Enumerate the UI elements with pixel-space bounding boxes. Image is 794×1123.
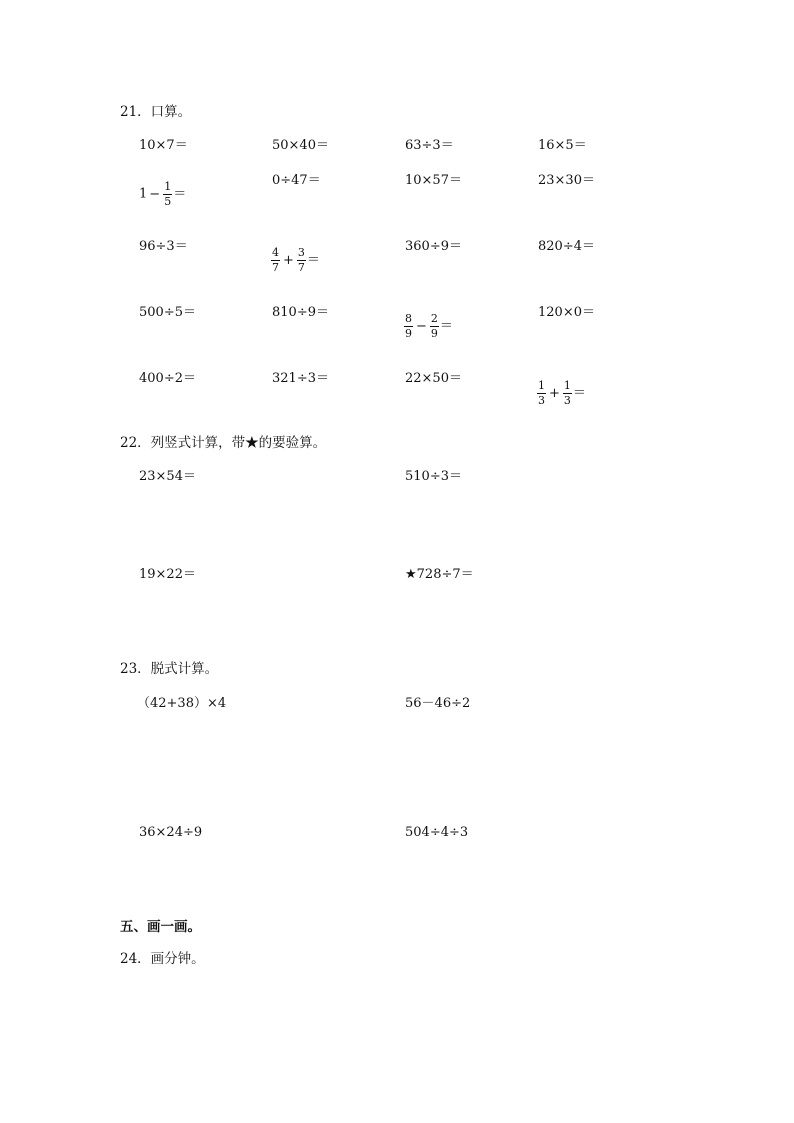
q22-item-3: 19×22＝ [139,567,196,582]
frac-operator: + [549,385,560,401]
q21-frac-item-3 [403,313,453,339]
q22-title: 22．列竖式计算，带★的要验算。 [120,435,327,451]
fraction-denominator: 7 [272,260,279,274]
q23-item-4: 504÷4÷3 [405,825,469,840]
fraction [297,247,306,273]
q22-item-1: 23×54＝ [139,469,196,484]
fraction-denominator: 3 [563,393,571,407]
q21-item-8: 96÷3＝ [139,239,188,254]
q23-title: 23．脱式计算。 [120,661,219,677]
fraction-numerator: 2 [430,312,438,325]
q21-item-11: 500÷5＝ [139,305,196,320]
q21-item-4: 16×5＝ [538,138,587,153]
fraction-denominator: 9 [405,326,412,340]
q21-frac-item-4 [536,380,586,406]
fraction [430,313,439,339]
fraction-denominator: 3 [538,393,545,407]
q22-item-4: ★728÷7＝ [405,567,474,582]
q21-item-6: 10×57＝ [405,173,462,188]
q22-item-2: 510÷3＝ [405,469,462,484]
fraction-numerator: 1 [538,379,545,392]
q21-item-9: 360÷9＝ [405,239,462,254]
q21-item-14: 400÷2＝ [139,371,196,386]
frac-equals: ＝ [173,186,187,202]
frac-equals: ＝ [439,318,453,334]
q21-item-2: 50×40＝ [272,138,329,153]
frac-lead: 1 [139,186,148,202]
q24-title: 24．画分钟。 [120,951,205,967]
fraction [563,380,572,406]
fraction [271,247,280,273]
frac-operator: + [283,252,294,268]
section-5-title: 五、画一画。 [120,919,201,935]
q21-item-7: 23×30＝ [538,173,595,188]
q21-item-3: 63÷3＝ [405,138,454,153]
q23-item-3: 36×24÷9 [139,825,203,840]
frac-operator: − [149,186,161,202]
fraction-numerator: 3 [297,246,305,259]
q21-item-15: 321÷3＝ [272,371,329,386]
fraction [404,313,413,339]
q21-frac-item-2 [270,247,320,273]
frac-operator: − [416,318,427,334]
q21-item-13: 120×0＝ [538,305,595,320]
frac-equals: ＝ [572,385,586,401]
q21-item-10: 820÷4＝ [538,239,595,254]
q21-item-1: 10×7＝ [139,138,188,153]
fraction-denominator: 7 [297,260,305,274]
fraction-denominator: 9 [430,326,438,340]
fraction-numerator: 1 [563,379,571,392]
fraction-numerator: 1 [164,180,172,193]
q23-item-1: （42+38）×4 [137,696,227,711]
fraction-denominator: 5 [164,194,172,208]
fraction-numerator: 8 [405,312,412,325]
q21-item-16: 22×50＝ [405,371,462,386]
q21-item-5: 0÷47＝ [272,173,321,188]
q23-item-2: 56－46÷2 [405,696,471,711]
q21-title: 21．口算。 [120,104,192,120]
q21-item-12: 810÷9＝ [272,305,329,320]
frac-equals: ＝ [306,252,320,268]
fraction [537,380,546,406]
fraction-numerator: 4 [272,246,279,259]
q21-frac-item-1 [139,181,186,207]
fraction [163,181,172,207]
